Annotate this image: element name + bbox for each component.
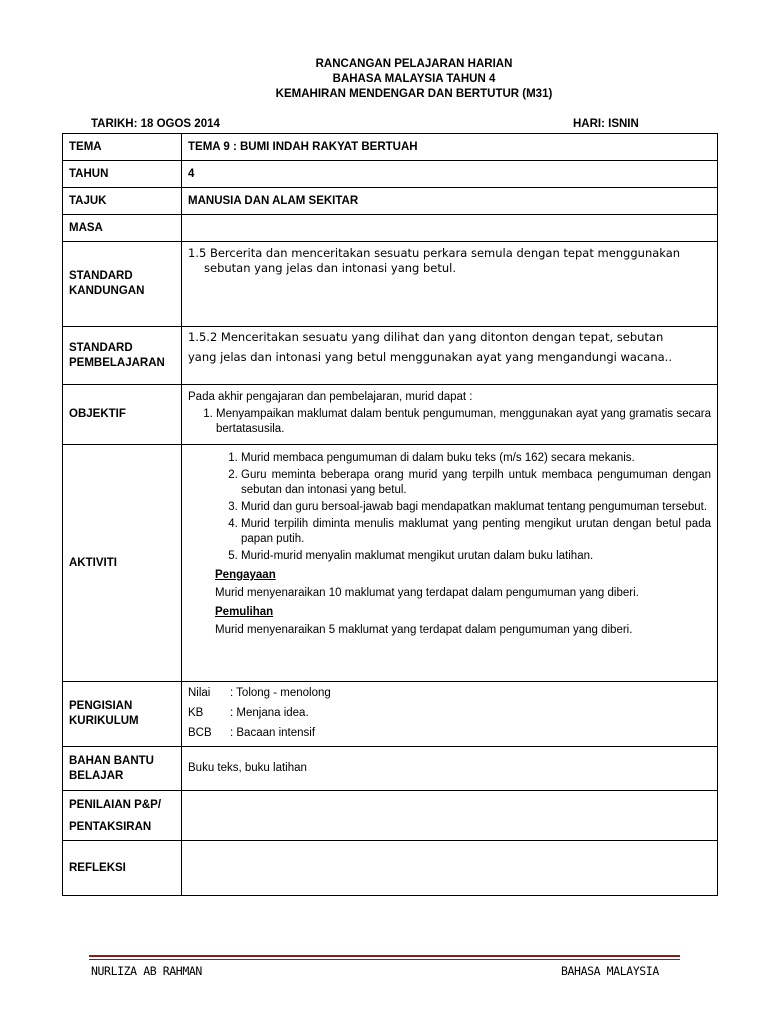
- row-standard-pembelajaran: [63, 327, 718, 385]
- label-line: KURIKULUM: [69, 715, 139, 727]
- row-penilaian: [63, 791, 718, 841]
- row-standard-kandungan: [63, 242, 718, 327]
- value-pengisian-kurikulum: [182, 682, 718, 747]
- row-pengisian-kurikulum: [63, 682, 718, 747]
- list-item: 5. Murid-murid menyalin maklumat mengikut urutan dalam buku latihan.: [241, 549, 711, 564]
- footer-divider: [89, 959, 680, 960]
- label-tahun: TAHUN: [63, 161, 182, 188]
- pengayaan-title: Pengayaan: [215, 569, 276, 581]
- objektif-list: [188, 407, 711, 437]
- value-standard-kandungan: [182, 242, 718, 327]
- list-item: 2. Guru meminta beberapa orang murid yang terpilh untuk membaca pengumuman dengan sebutan dan intonasi yang betul.: [241, 468, 711, 498]
- label-line: PENGISIAN: [69, 700, 133, 712]
- label-line: BAHAN BANTU: [69, 754, 154, 767]
- date-label: TARIKH: 18 OGOS 2014: [91, 118, 220, 130]
- value-penilaian: [182, 791, 718, 841]
- label-line: STANDARD: [69, 341, 133, 354]
- label-standard-pembelajaran: [63, 327, 182, 385]
- document-header: [0, 57, 768, 102]
- label-line: PEMBELAJARAN: [69, 356, 165, 369]
- list-item: 4. Murid terpilih diminta menulis maklumat yang penting mengikut urutan dengan betul pada papan putih.: [241, 517, 711, 547]
- kb-row: [188, 703, 711, 723]
- pengayaan-text: Murid menyenaraikan 10 maklumat yang terdapat dalam pengumuman yang diberi.: [215, 587, 639, 599]
- label-tajuk: TAJUK: [63, 188, 182, 215]
- header-subject: BAHASA MALAYSIA TAHUN 4: [332, 73, 496, 85]
- value-tema: TEMA 9 : BUMI INDAH RAKYAT BERTUAH: [182, 134, 718, 161]
- footer-subject: BAHASA MALAYSIA: [561, 964, 659, 978]
- bcb-key: BCB: [188, 727, 212, 739]
- row-bahan-bantu-belajar: [63, 747, 718, 791]
- value-bahan-bantu-belajar: Buku teks, buku latihan: [182, 747, 718, 791]
- header-title: RANCANGAN PELAJARAN HARIAN: [315, 58, 513, 70]
- row-tema: [63, 134, 718, 161]
- nilai-key: Nilai: [188, 687, 211, 699]
- aktiviti-list: [188, 451, 711, 564]
- row-refleksi: [63, 841, 718, 896]
- lesson-plan-table: [62, 133, 718, 896]
- label-line: BELAJAR: [69, 769, 124, 782]
- row-aktiviti: [63, 445, 718, 682]
- label-line: PENTAKSIRAN: [69, 820, 152, 833]
- value-objektif: [182, 385, 718, 445]
- value-masa: [182, 215, 718, 242]
- sk-line1: 1.5 Bercerita dan menceritakan sesuatu perkara semula dengan tepat menggunakan: [188, 246, 681, 260]
- label-masa: MASA: [63, 215, 182, 242]
- list-item: 3. Murid dan guru bersoal-jawab bagi mendapatkan maklumat tentang pengumuman tersebut.: [241, 500, 711, 515]
- value-standard-pembelajaran: [182, 327, 718, 385]
- label-bahan-bantu-belajar: [63, 747, 182, 791]
- value-refleksi: [182, 841, 718, 896]
- pemulihan-text: Murid menyenaraikan 5 maklumat yang terdapat dalam pengumuman yang diberi.: [215, 624, 633, 636]
- label-aktiviti: AKTIVITI: [63, 445, 182, 682]
- list-item: 1. Menyampaikan maklumat dalam bentuk pengumuman, menggunakan ayat yang gramatis secara bertatasusila.: [216, 407, 711, 437]
- kb-value: : Menjana idea.: [230, 707, 309, 719]
- sk-line2: sebutan yang jelas dan intonasi yang betul.: [204, 261, 457, 275]
- footer-author: NURLIZA AB RAHMAN: [91, 964, 202, 978]
- sp-line1: 1.5.2 Menceritakan sesuatu yang dilihat dan yang ditonton dengan tepat, sebutan: [188, 330, 664, 344]
- label-refleksi: REFLEKSI: [63, 841, 182, 896]
- day-label: HARI: ISNIN: [573, 118, 639, 130]
- bcb-row: [188, 723, 711, 743]
- header-skill: KEMAHIRAN MENDENGAR DAN BERTUTUR (M31): [275, 88, 553, 100]
- label-standard-kandungan: [63, 242, 182, 327]
- pemulihan-title: Pemulihan: [215, 606, 274, 618]
- kb-key: KB: [188, 707, 204, 719]
- label-penilaian: [63, 791, 182, 841]
- row-masa: [63, 215, 718, 242]
- row-objektif: [63, 385, 718, 445]
- value-tajuk: MANUSIA DAN ALAM SEKITAR: [182, 188, 718, 215]
- label-line: PENILAIAN P&P/: [69, 798, 162, 811]
- list-item: 1. Murid membaca pengumuman di dalam buku teks (m/s 162) secara mekanis.: [241, 451, 711, 466]
- value-tahun: 4: [182, 161, 718, 188]
- row-tahun: [63, 161, 718, 188]
- label-tema: TEMA: [63, 134, 182, 161]
- row-tajuk: [63, 188, 718, 215]
- label-line: STANDARD: [69, 270, 133, 282]
- value-aktiviti: [182, 445, 718, 682]
- footer-divider: [89, 955, 680, 957]
- nilai-row: [188, 683, 711, 703]
- sp-line2: yang jelas dan intonasi yang betul menggunakan ayat yang mengandungi wacana..: [188, 350, 672, 364]
- label-pengisian-kurikulum: [63, 682, 182, 747]
- nilai-value: : Tolong - menolong: [230, 687, 331, 699]
- bcb-value: : Bacaan intensif: [230, 727, 316, 739]
- label-line: KANDUNGAN: [69, 285, 145, 297]
- label-objektif: OBJEKTIF: [63, 385, 182, 445]
- objektif-intro: Pada akhir pengajaran dan pembelajaran, murid dapat :: [188, 391, 473, 403]
